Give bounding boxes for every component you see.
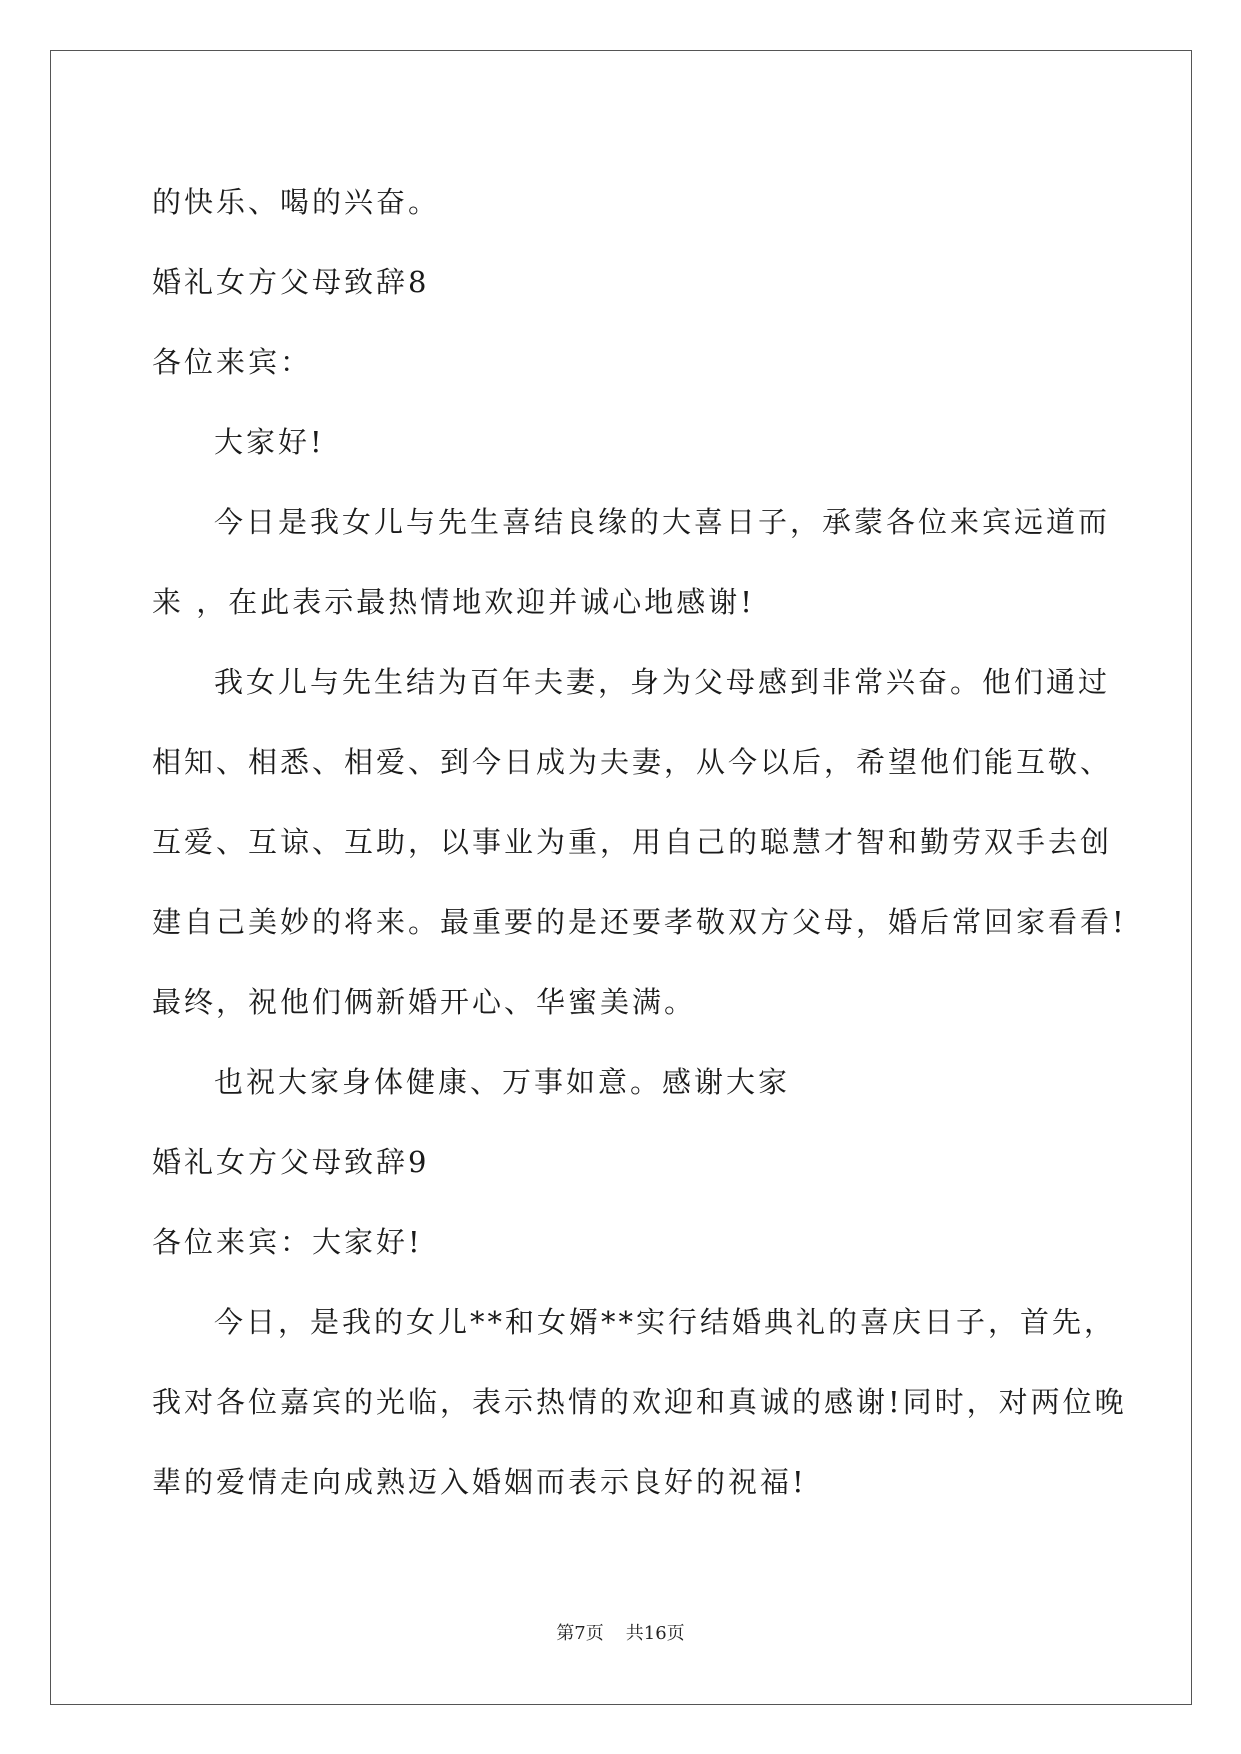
paragraph-line: 来 ，在此表示最热情地欢迎并诚心地感谢! <box>152 585 755 619</box>
paragraph-line: 建自己美妙的将来。最重要的是还要孝敬双方父母，婚后常回家看看! <box>152 905 1127 939</box>
paragraph-line: 辈的爱情走向成熟迈入婚姻而表示良好的祝福! <box>152 1465 807 1499</box>
paragraph-line: 今日，是我的女儿**和女婿**实行结婚典礼的喜庆日子，首先， <box>214 1305 1117 1339</box>
text-line: 的快乐、喝的兴奋。 <box>152 185 441 219</box>
salutation: 各位来宾：大家好! <box>152 1225 423 1259</box>
section-heading: 婚礼女方父母致辞9 <box>152 1145 430 1179</box>
page-number: 第7页 <box>556 1623 604 1644</box>
section-heading: 婚礼女方父母致辞8 <box>152 265 430 299</box>
page-footer <box>0 1622 1241 1646</box>
greeting: 大家好! <box>214 425 325 459</box>
paragraph-line: 我对各位嘉宾的光临，表示热情的欢迎和真诚的感谢!同时，对两位晚 <box>152 1385 1127 1419</box>
paragraph-line: 最终，祝他们俩新婚开心、华蜜美满。 <box>152 985 697 1019</box>
paragraph-line: 今日是我女儿与先生喜结良缘的大喜日子，承蒙各位来宾远道而 <box>214 505 1111 539</box>
paragraph-line: 也祝大家身体健康、万事如意。感谢大家 <box>214 1065 791 1099</box>
page-total: 共16页 <box>625 1623 685 1644</box>
salutation: 各位来宾： <box>152 345 313 379</box>
paragraph-line: 我女儿与先生结为百年夫妻，身为父母感到非常兴奋。他们通过 <box>214 665 1111 699</box>
document-body <box>152 162 1127 1522</box>
paragraph-line: 相知、相悉、相爱、到今日成为夫妻，从今以后，希望他们能互敬、 <box>152 745 1113 779</box>
paragraph-line: 互爱、互谅、互助，以事业为重，用自己的聪慧才智和勤劳双手去创 <box>152 825 1113 859</box>
